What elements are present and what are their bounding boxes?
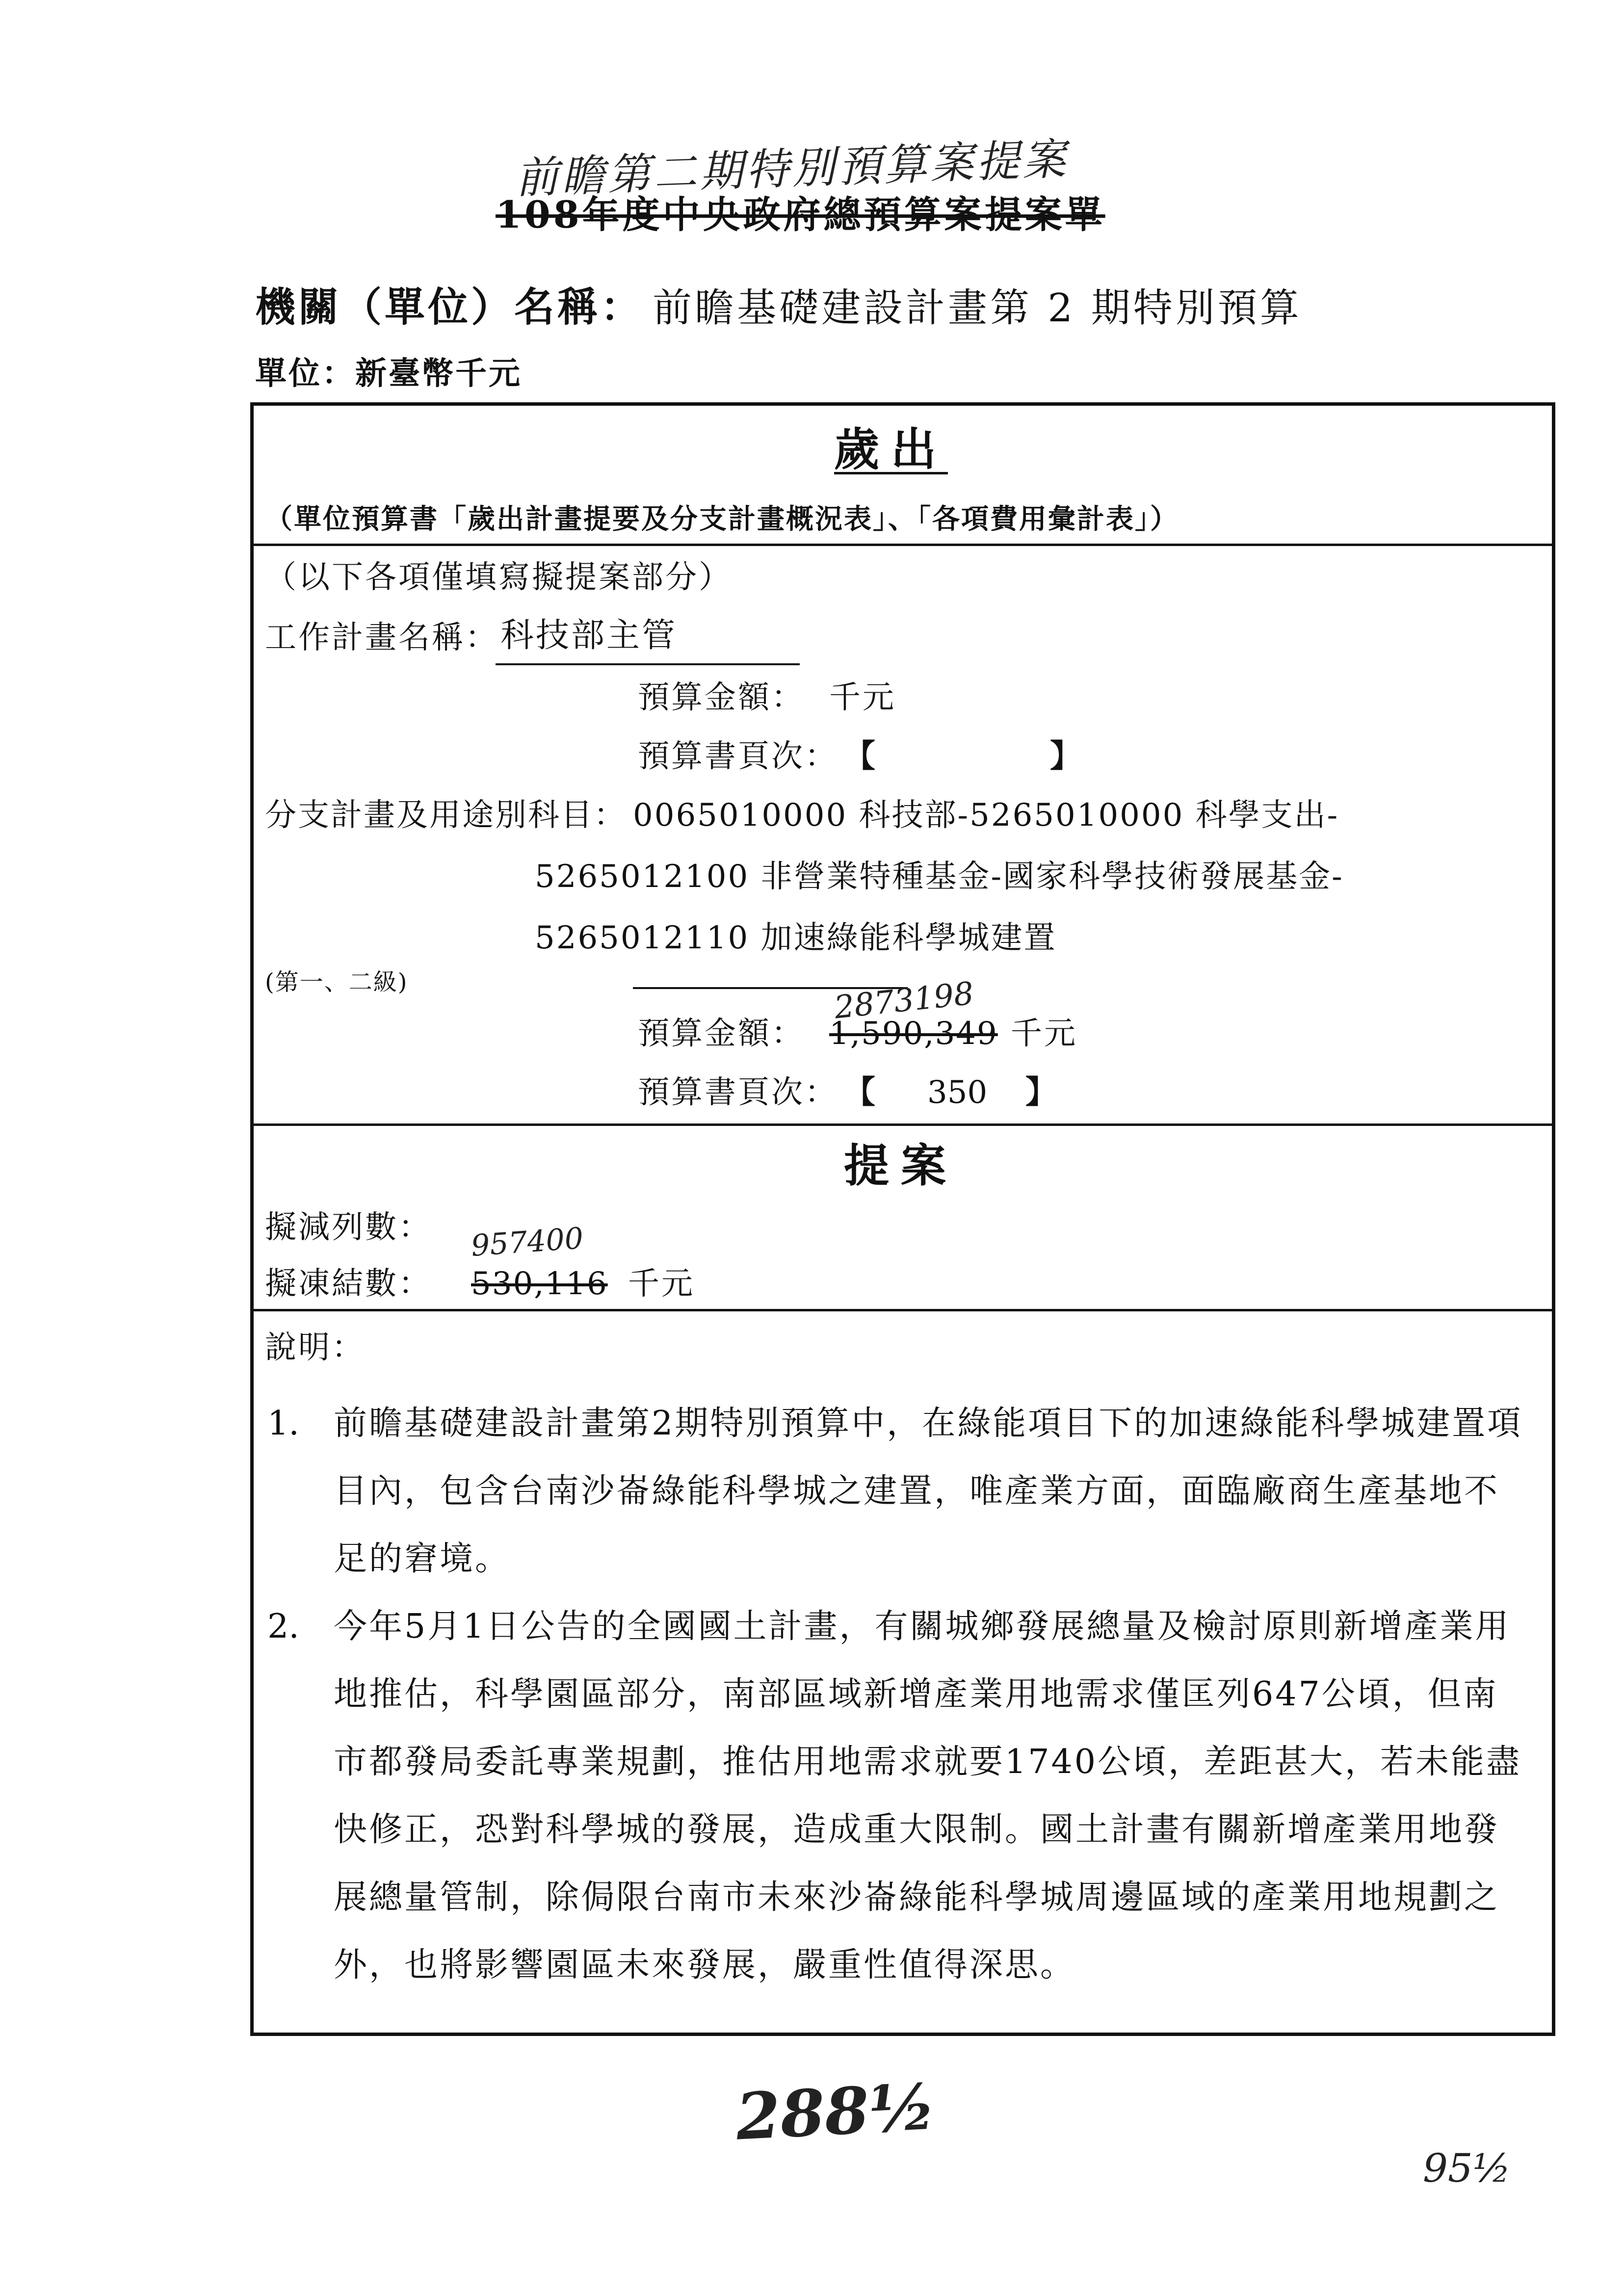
- explanation-item-1-text: 前瞻基礎建設計畫第2期特別預算中，在綠能項目下的加速綠能科學城建置項目內，包含台南沙崙綠能科學城之建置，唯產業方面，面臨廠商生產基地不足的窘境。: [334, 1404, 1523, 1578]
- divider-explanation-top: [250, 1309, 1555, 1311]
- freeze-label: 擬凍結數：: [265, 1266, 432, 1302]
- handwritten-freeze-correction: 957400: [470, 1221, 585, 1263]
- handwritten-amount-correction: 2873198: [832, 975, 976, 1026]
- level-note: (第一、二級): [265, 968, 408, 996]
- branch-line-1: 0065010000 科技部-5265010000 科學支出-: [633, 797, 1339, 834]
- proposal-heading: 提案: [844, 1139, 958, 1192]
- agency-value: 前瞻基礎建設計畫第 2 期特別預算: [653, 285, 1302, 331]
- reduce-label: 擬減列數：: [265, 1209, 432, 1246]
- explanation-item-1-number: 1.: [267, 1404, 299, 1443]
- expenditure-heading: 歲出: [834, 423, 948, 476]
- work-plan-value: 科技部主管: [500, 616, 678, 655]
- budget-page-open-1: 【: [844, 738, 875, 775]
- budget-page-open-2: 【: [844, 1074, 875, 1111]
- budget-page-close-2: 】: [1025, 1074, 1057, 1111]
- unit-label: 單位：新臺幣千元: [255, 355, 522, 392]
- expenditure-subheading: （單位預算書「歲出計畫提要及分支計畫概況表」、「各項費用彙計表」）: [265, 503, 1179, 535]
- explanation-item-2-text: 今年5月1日公告的全國國土計畫，有關城鄉發展總量及檢討原則新增產業用地推估，科學園區部分，南部區域新增產業用地需求僅匡列647公頃，但南市都發局委託專業規劃，推估用地需求就要1740公頃，差距甚大，若未能盡快修正，恐對科學城的發展，造成重大限制。國土計畫有關新增產業用地發展總量管制，除侷限台南市未來沙崙綠能科學城周邊區域的產業用地規劃之外，也將影響園區未來發展，嚴重性值得深思。: [334, 1607, 1522, 1984]
- divider-expenditure-top: [250, 544, 1555, 546]
- freeze-value: 530,116: [471, 1266, 608, 1302]
- agency-label: 機關（單位）名稱：: [255, 284, 644, 331]
- branch-line-2: 5265012100 非營業特種基金-國家科學技術發展基金-: [535, 859, 1344, 895]
- branch-label: 分支計畫及用途別科目：: [265, 797, 627, 834]
- original-form-title: 108年度中央政府總預算案提案單: [496, 193, 1105, 236]
- explanation-item-2-number: 2.: [267, 1607, 299, 1646]
- budget-amount-label-2: 預算金額：: [638, 1016, 805, 1052]
- budget-amount-label-1: 預算金額：: [638, 679, 805, 716]
- work-plan-underline: [496, 663, 800, 665]
- branch-line-3: 5265012110 加速綠能科學城建置: [535, 920, 1057, 956]
- budget-page-label-1: 預算書頁次：: [638, 738, 838, 775]
- handwritten-page-number: 288½: [734, 2069, 938, 2155]
- budget-page-value-2: 350: [927, 1074, 988, 1111]
- handwritten-corner-number: 95½: [1423, 2145, 1511, 2191]
- explanation-label: 說明：: [265, 1330, 365, 1366]
- handwritten-title-correction: 前瞻第二期特別預算案提案: [514, 133, 1070, 204]
- budget-page-close-1: 】: [1050, 738, 1081, 775]
- budget-amount-value-2: 1,590,349: [829, 1016, 998, 1052]
- budget-amount-unit-2: 千元: [1011, 1016, 1077, 1052]
- budget-page-label-2: 預算書頁次：: [638, 1074, 838, 1111]
- work-plan-label: 工作計畫名稱：: [265, 620, 498, 656]
- freeze-unit: 千元: [628, 1266, 695, 1302]
- budget-amount-unit-1: 千元: [829, 679, 896, 716]
- divider-proposal-top: [250, 1123, 1555, 1126]
- fill-note: （以下各項僅填寫擬提案部分）: [265, 559, 732, 596]
